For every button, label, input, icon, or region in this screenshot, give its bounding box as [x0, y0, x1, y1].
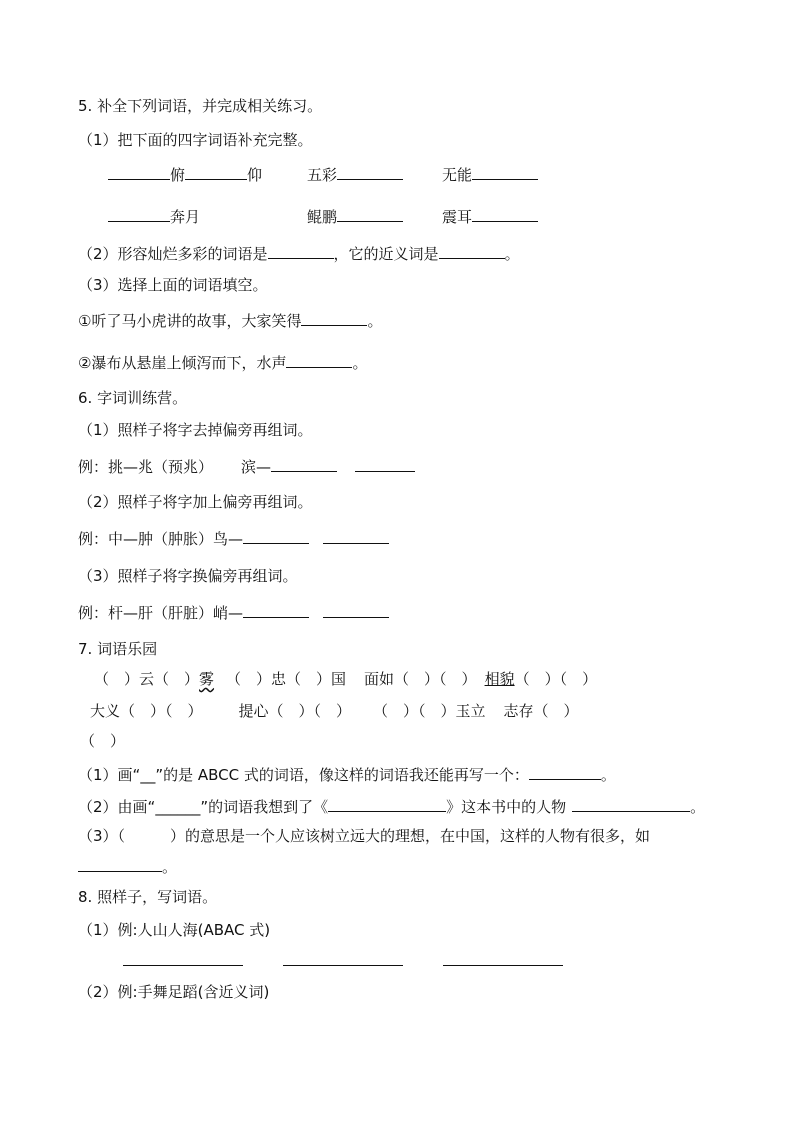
- q6-part3: （3）照样子将字换偏旁再组词。: [78, 567, 298, 585]
- blank[interactable]: [439, 243, 505, 259]
- blank[interactable]: [271, 456, 337, 472]
- q5-row2-col2: 鲲鹏: [307, 206, 403, 227]
- q7-part3-answer: 。: [78, 856, 177, 877]
- blank[interactable]: [185, 164, 247, 180]
- q8-part2: （2）例:手舞足蹈(含近义词): [78, 983, 270, 1001]
- blank[interactable]: [243, 528, 309, 544]
- q5-row1-col2: 五彩: [307, 164, 403, 185]
- q5-row2-col3: 震耳: [442, 206, 538, 227]
- q5-part2: （2）形容灿烂多彩的词语是 ，它的近义词是 。: [78, 245, 520, 263]
- blank[interactable]: [337, 206, 403, 222]
- blank[interactable]: [301, 310, 367, 326]
- q6-part1: （1）照样子将字去掉偏旁再组词。: [78, 421, 313, 439]
- blank[interactable]: [328, 796, 446, 812]
- q6-example3: 例：杆—肝（肝脏）峭—: [78, 602, 389, 623]
- q6-part2: （2）照样子将字加上偏旁再组词。: [78, 493, 313, 511]
- q7-row3: （ ）: [80, 732, 126, 750]
- blank[interactable]: [472, 206, 538, 222]
- q7-row1: （ ）云（ ）雾 （ ）忠（ ）国 面如（ ）（ ） 相貌（ ）（ ）: [94, 670, 598, 688]
- q5-part3: （3）选择上面的词语填空。: [78, 276, 268, 294]
- blank[interactable]: [323, 528, 389, 544]
- blank[interactable]: [472, 164, 538, 180]
- blank[interactable]: [286, 352, 352, 368]
- blank[interactable]: [268, 243, 334, 259]
- q7-part1: （1）画“__”的是 ABCC 式的词语，像这样的词语我还能再写一个： 。: [78, 766, 616, 784]
- blank[interactable]: [243, 602, 309, 618]
- q8-part1: （1）例:人山人海(ABAC 式): [78, 921, 271, 939]
- q5-part1: （1）把下面的四字词语补充完整。: [78, 131, 313, 149]
- q7-title: 7. 词语乐园: [78, 640, 158, 658]
- blank[interactable]: [529, 764, 601, 780]
- q5-row1-col1: 俯 仰: [108, 164, 262, 185]
- q7-part3: （3）（ ）的意思是一个人应该树立远大的理想，在中国，这样的人物有很多，如: [78, 827, 651, 845]
- q6-example2: 例：中—肿（肿胀）鸟—: [78, 528, 389, 549]
- blank[interactable]: [283, 950, 403, 966]
- q5-row1-col3: 无能: [442, 164, 538, 185]
- q5-title: 5. 补全下列词语，并完成相关练习。: [78, 97, 323, 115]
- blank[interactable]: [108, 164, 170, 180]
- q7-row2: 大义（ ）（ ） 提心（ ）（ ） （ ）（ ）玉立 志存（ ）: [90, 702, 579, 720]
- q5-row2-col1: 奔月: [108, 206, 200, 227]
- q8-part1-blanks: [123, 950, 563, 971]
- blank[interactable]: [108, 206, 170, 222]
- blank[interactable]: [123, 950, 243, 966]
- q6-title: 6. 字词训练营。: [78, 389, 188, 407]
- q5-sentence1: ①听了马小虎讲的故事，大家笑得 。: [78, 312, 383, 330]
- q6-example1: 例：挑—兆（预兆） 滨—: [78, 456, 415, 477]
- blank[interactable]: [337, 164, 403, 180]
- blank[interactable]: [78, 856, 162, 872]
- blank[interactable]: [323, 602, 389, 618]
- blank[interactable]: [572, 796, 690, 812]
- q7-part2: （2）由画“______”的词语我想到了《 》这本书中的人物 。: [78, 798, 706, 816]
- blank[interactable]: [443, 950, 563, 966]
- blank[interactable]: [355, 456, 415, 472]
- q8-title: 8. 照样子，写词语。: [78, 888, 218, 906]
- q5-sentence2: ②瀑布从悬崖上倾泻而下，水声 。: [78, 354, 368, 372]
